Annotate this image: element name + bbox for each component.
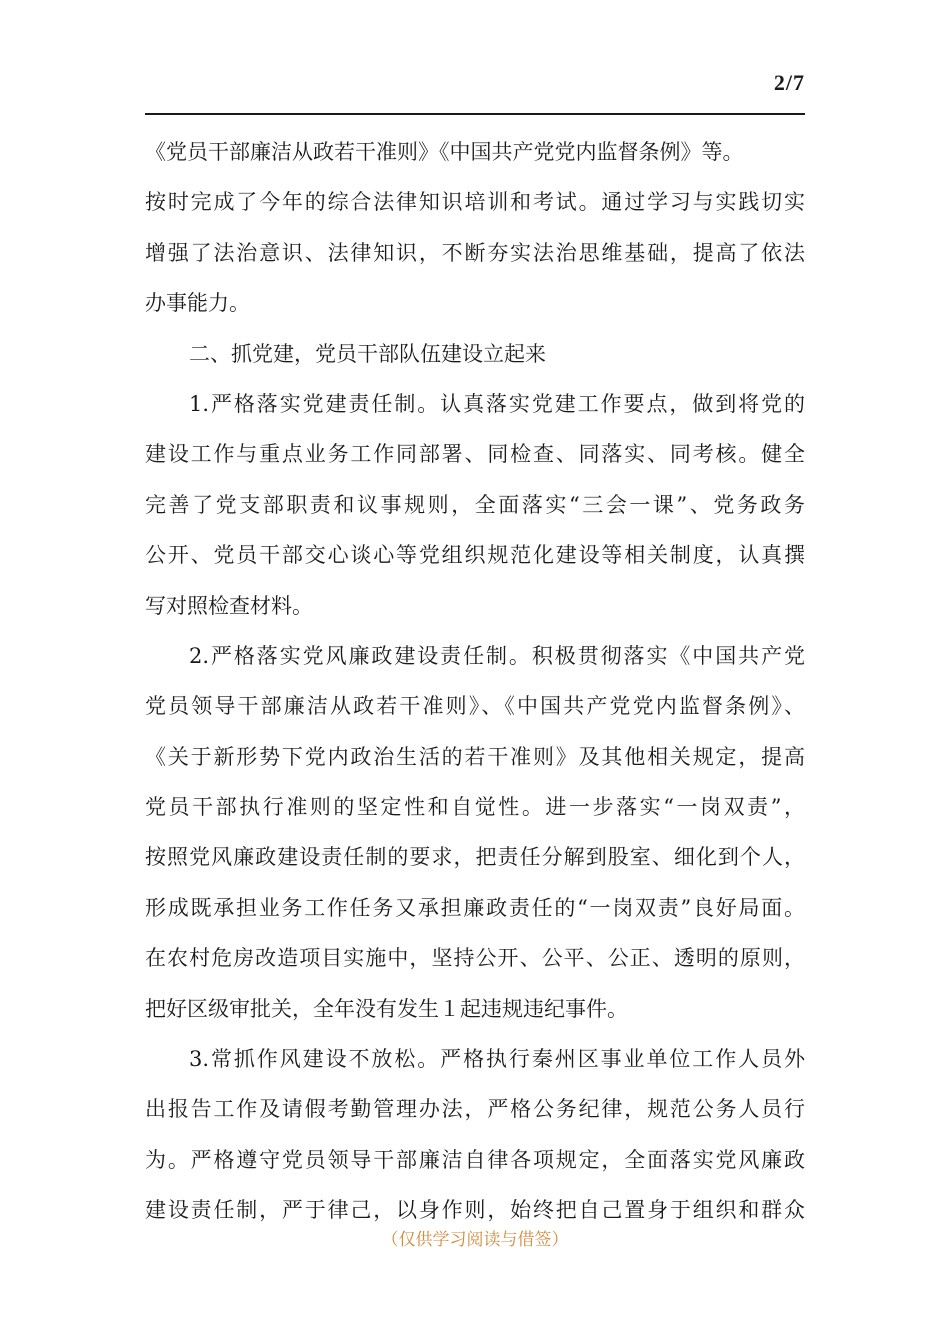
- text-line: 把好区级审批关，全年没有发生１起违规违纪事件。: [145, 996, 628, 1021]
- text-line: 《党员干部廉洁从政若干准则》《中国共产党党内监督条例》等。: [145, 140, 744, 164]
- text-line: 2.严格落实党风廉政建设责任制。积极贯彻落实《中国共产党: [189, 643, 805, 668]
- text-line: 3.常抓作风建设不放松。严格执行秦州区事业单位工作人员外: [189, 1047, 805, 1072]
- document-body: [145, 127, 805, 1236]
- text-line: 形成既承担业务工作任务又承担廉政责任的“一岗双责”良好局面。: [145, 895, 805, 920]
- text-line: 按时完成了今年的综合法律知识培训和考试。通过学习与实践切实: [145, 190, 805, 215]
- text-line: 完善了党支部职责和议事规则，全面落实“三会一课”、党务政务: [145, 492, 805, 517]
- text-line: 二、抓党建，党员干部队伍建设立起来: [189, 341, 546, 366]
- text-line: 为。严格遵守党员领导干部廉洁自律各项规定，全面落实党风廉政: [145, 1147, 805, 1172]
- text-line: 写对照检查材料。: [145, 593, 313, 618]
- text-line: 在农村危房改造项目实施中，坚持公开、公平、公正、透明的原则，: [145, 946, 805, 971]
- text-line: 公开、党员干部交心谈心等党组织规范化建设等相关制度，认真撰: [145, 543, 805, 568]
- text-line: 《关于新形势下党内政治生活的若干准则》及其他相关规定，提高: [145, 744, 805, 769]
- text-line: 按照党风廉政建设责任制的要求，把责任分解到股室、细化到个人，: [145, 845, 805, 870]
- page-number: 2/7: [773, 70, 805, 95]
- text-line: 1.严格落实党建责任制。认真落实党建工作要点，做到将党的: [189, 391, 805, 416]
- text-line: 增强了法治意识、法律知识，不断夯实法治思维基础，提高了依法: [145, 240, 805, 265]
- text-line: 党员干部执行准则的坚定性和自觉性。进一步落实“一岗双责”，: [145, 795, 805, 820]
- header-rule: [145, 113, 805, 115]
- text-line: 党员领导干部廉洁从政若干准则》、《中国共产党党内监督条例》、: [145, 694, 805, 719]
- text-line: 建设工作与重点业务工作同部署、同检查、同落实、同考核。健全: [145, 442, 805, 467]
- text-line: 建设责任制，严于律己，以身作则，始终把自己置身于组织和群众: [145, 1198, 805, 1223]
- text-line: 出报告工作及请假考勤管理办法，严格公务纪律，规范公务人员行: [145, 1097, 805, 1122]
- footer-note: （仅供学习阅读与借签）: [381, 1230, 569, 1250]
- text-line: 办事能力。: [145, 291, 250, 316]
